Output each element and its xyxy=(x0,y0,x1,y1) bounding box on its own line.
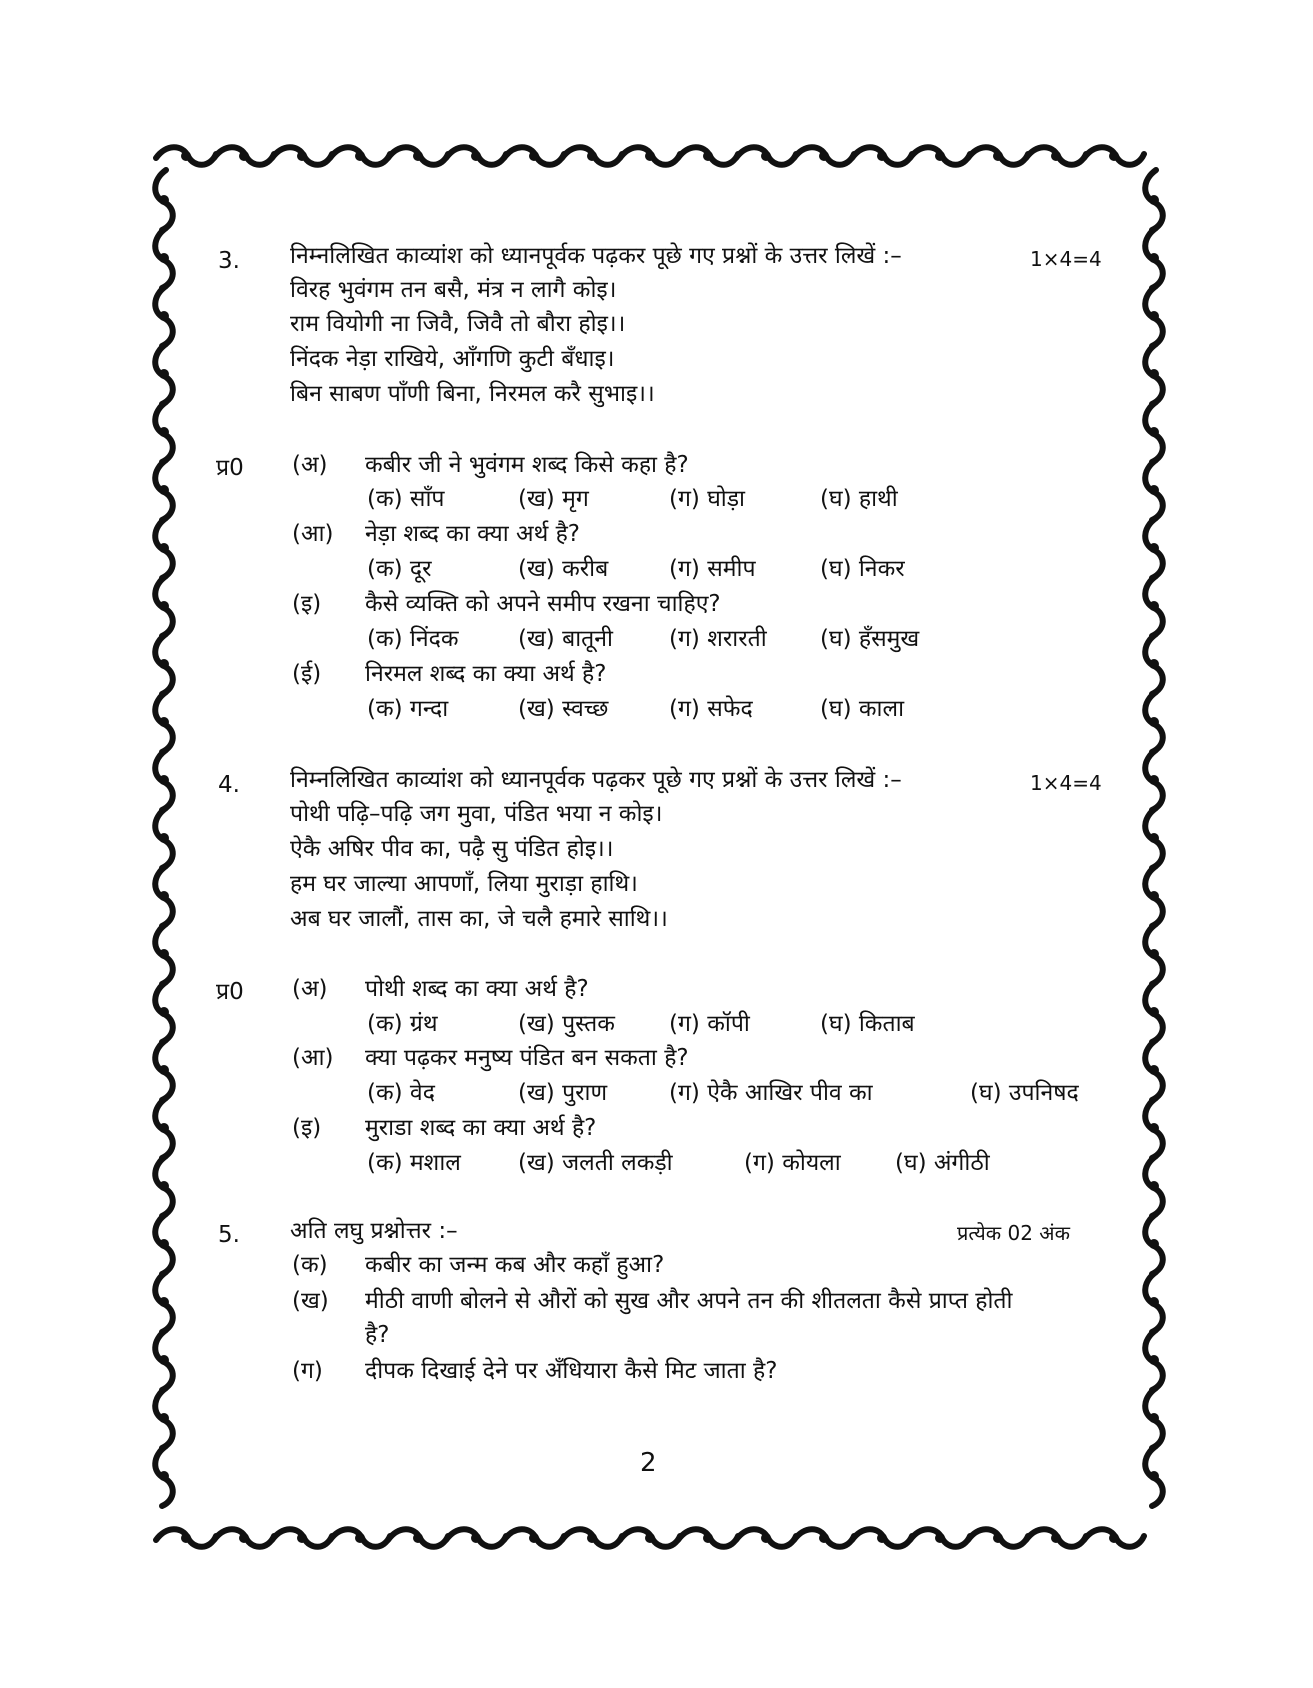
q4-verse-line: पोथी पढ़ि–पढ़ि जग मुवा, पंडित भया न कोइ। xyxy=(290,801,663,827)
q3-number: 3. xyxy=(218,248,240,274)
q3-aa-option: (घ) निकर xyxy=(820,556,905,582)
q4-i-option: (घ) अंगीठी xyxy=(895,1150,990,1176)
q5-marks: प्रत्येक 02 अंक xyxy=(957,1221,1070,1245)
q3-ii-text: निरमल शब्द का क्या अर्थ है? xyxy=(365,661,607,687)
q5-ga-text: दीपक दिखाई देने पर अँधियारा कैसे मिट जाता है? xyxy=(365,1358,778,1384)
q5-kha-text-continued: है? xyxy=(365,1322,390,1348)
q3-aa-text: नेड़ा शब्द का क्या अर्थ है? xyxy=(365,521,581,547)
q3-ii-option: (ग) सफेद xyxy=(669,696,753,722)
q4-aa-option: (घ) उपनिषद xyxy=(970,1080,1079,1106)
q3-verse-line: बिन साबण पाँणी बिना, निरमल करै सुभाइ।। xyxy=(290,381,655,407)
q4-marks: 1×4=4 xyxy=(1030,771,1102,795)
q3-a-label: (अ) xyxy=(292,452,328,478)
q4-aa-label: (आ) xyxy=(292,1045,334,1071)
q4-a-option: (ग) कॉपी xyxy=(669,1011,750,1037)
q3-a-option: (ख) मृग xyxy=(518,486,589,512)
q3-pra-label: प्र0 xyxy=(216,455,244,481)
q3-verse-line: विरह भुवंगम तन बसै, मंत्र न लागै कोइ। xyxy=(290,277,617,303)
q4-i-option: (ख) जलती लकड़ी xyxy=(518,1150,673,1176)
q4-aa-option: (ख) पुराण xyxy=(518,1080,608,1106)
q4-heading: निम्नलिखित काव्यांश को ध्यानपूर्वक पढ़कर पूछे गए प्रश्नों के उत्तर लिखें :– xyxy=(290,767,902,793)
q3-a-option: (ग) घोड़ा xyxy=(669,486,746,512)
q3-verse-line: राम वियोगी ना जिवै, जिवै तो बौरा होइ।। xyxy=(290,311,626,337)
q4-i-label: (इ) xyxy=(292,1115,322,1141)
q4-a-option: (क) ग्रंथ xyxy=(367,1011,438,1037)
q5-number: 5. xyxy=(218,1222,240,1248)
q3-aa-option: (ख) करीब xyxy=(518,556,609,582)
q4-i-text: मुराडा शब्द का क्या अर्थ है? xyxy=(365,1115,597,1141)
q4-number: 4. xyxy=(218,772,240,798)
q3-i-option: (क) निंदक xyxy=(367,626,459,652)
q3-aa-option: (क) दूर xyxy=(367,556,432,582)
q5-kha-label: (ख) xyxy=(292,1288,329,1314)
q3-ii-option: (क) गन्दा xyxy=(367,696,449,722)
q3-marks: 1×4=4 xyxy=(1030,247,1102,271)
q3-verse-line: निंदक नेड़ा राखिये, आँगणि कुटी बँधाइ। xyxy=(290,346,615,372)
q4-pra-label: प्र0 xyxy=(216,979,244,1005)
q3-i-text: कैसे व्यक्ति को अपने समीप रखना चाहिए? xyxy=(365,591,721,617)
q5-heading: अति लघु प्रश्नोत्तर :– xyxy=(290,1218,458,1244)
q4-a-text: पोथी शब्द का क्या अर्थ है? xyxy=(365,976,589,1002)
q5-ka-text: कबीर का जन्म कब और कहाँ हुआ? xyxy=(365,1252,665,1278)
q3-aa-option: (ग) समीप xyxy=(669,556,756,582)
q4-aa-option: (ग) ऐकै आखिर पीव का xyxy=(669,1080,873,1106)
q3-i-option: (ख) बातूनी xyxy=(518,626,613,652)
q4-a-option: (घ) किताब xyxy=(820,1011,915,1037)
q5-ga-label: (ग) xyxy=(292,1358,323,1384)
q4-verse-line: अब घर जालौं, तास का, जे चलै हमारे साथि।। xyxy=(290,906,668,932)
q4-a-label: (अ) xyxy=(292,976,328,1002)
q5-ka-label: (क) xyxy=(292,1252,328,1278)
q3-ii-option: (घ) काला xyxy=(820,696,905,722)
q3-i-label: (इ) xyxy=(292,591,322,617)
q4-aa-text: क्या पढ़कर मनुष्य पंडित बन सकता है? xyxy=(365,1045,689,1071)
q4-i-option: (क) मशाल xyxy=(367,1150,461,1176)
q3-ii-label: (ई) xyxy=(292,661,322,687)
q4-verse-line: हम घर जाल्या आपणाँ, लिया मुराड़ा हाथि। xyxy=(290,871,638,897)
q4-aa-option: (क) वेद xyxy=(367,1080,435,1106)
page-number: 2 xyxy=(640,1448,657,1478)
q3-i-option: (ग) शरारती xyxy=(669,626,767,652)
q3-a-text: कबीर जी ने भुवंगम शब्द किसे कहा है? xyxy=(365,452,689,478)
q4-i-option: (ग) कोयला xyxy=(744,1150,841,1176)
q3-a-option: (घ) हाथी xyxy=(820,486,898,512)
q3-heading: निम्नलिखित काव्यांश को ध्यानपूर्वक पढ़कर पूछे गए प्रश्नों के उत्तर लिखें :– xyxy=(290,243,902,269)
q4-a-option: (ख) पुस्तक xyxy=(518,1011,615,1037)
q3-ii-option: (ख) स्वच्छ xyxy=(518,696,609,722)
q4-verse-line: ऐकै अषिर पीव का, पढ़ै सु पंडित होइ।। xyxy=(290,836,614,862)
q3-aa-label: (आ) xyxy=(292,521,334,547)
q3-a-option: (क) साँप xyxy=(367,486,445,512)
q5-kha-text: मीठी वाणी बोलने से औरों को सुख और अपने तन की शीतलता कैसे प्राप्त होती xyxy=(365,1288,1013,1314)
q3-i-option: (घ) हँसमुख xyxy=(820,626,920,652)
